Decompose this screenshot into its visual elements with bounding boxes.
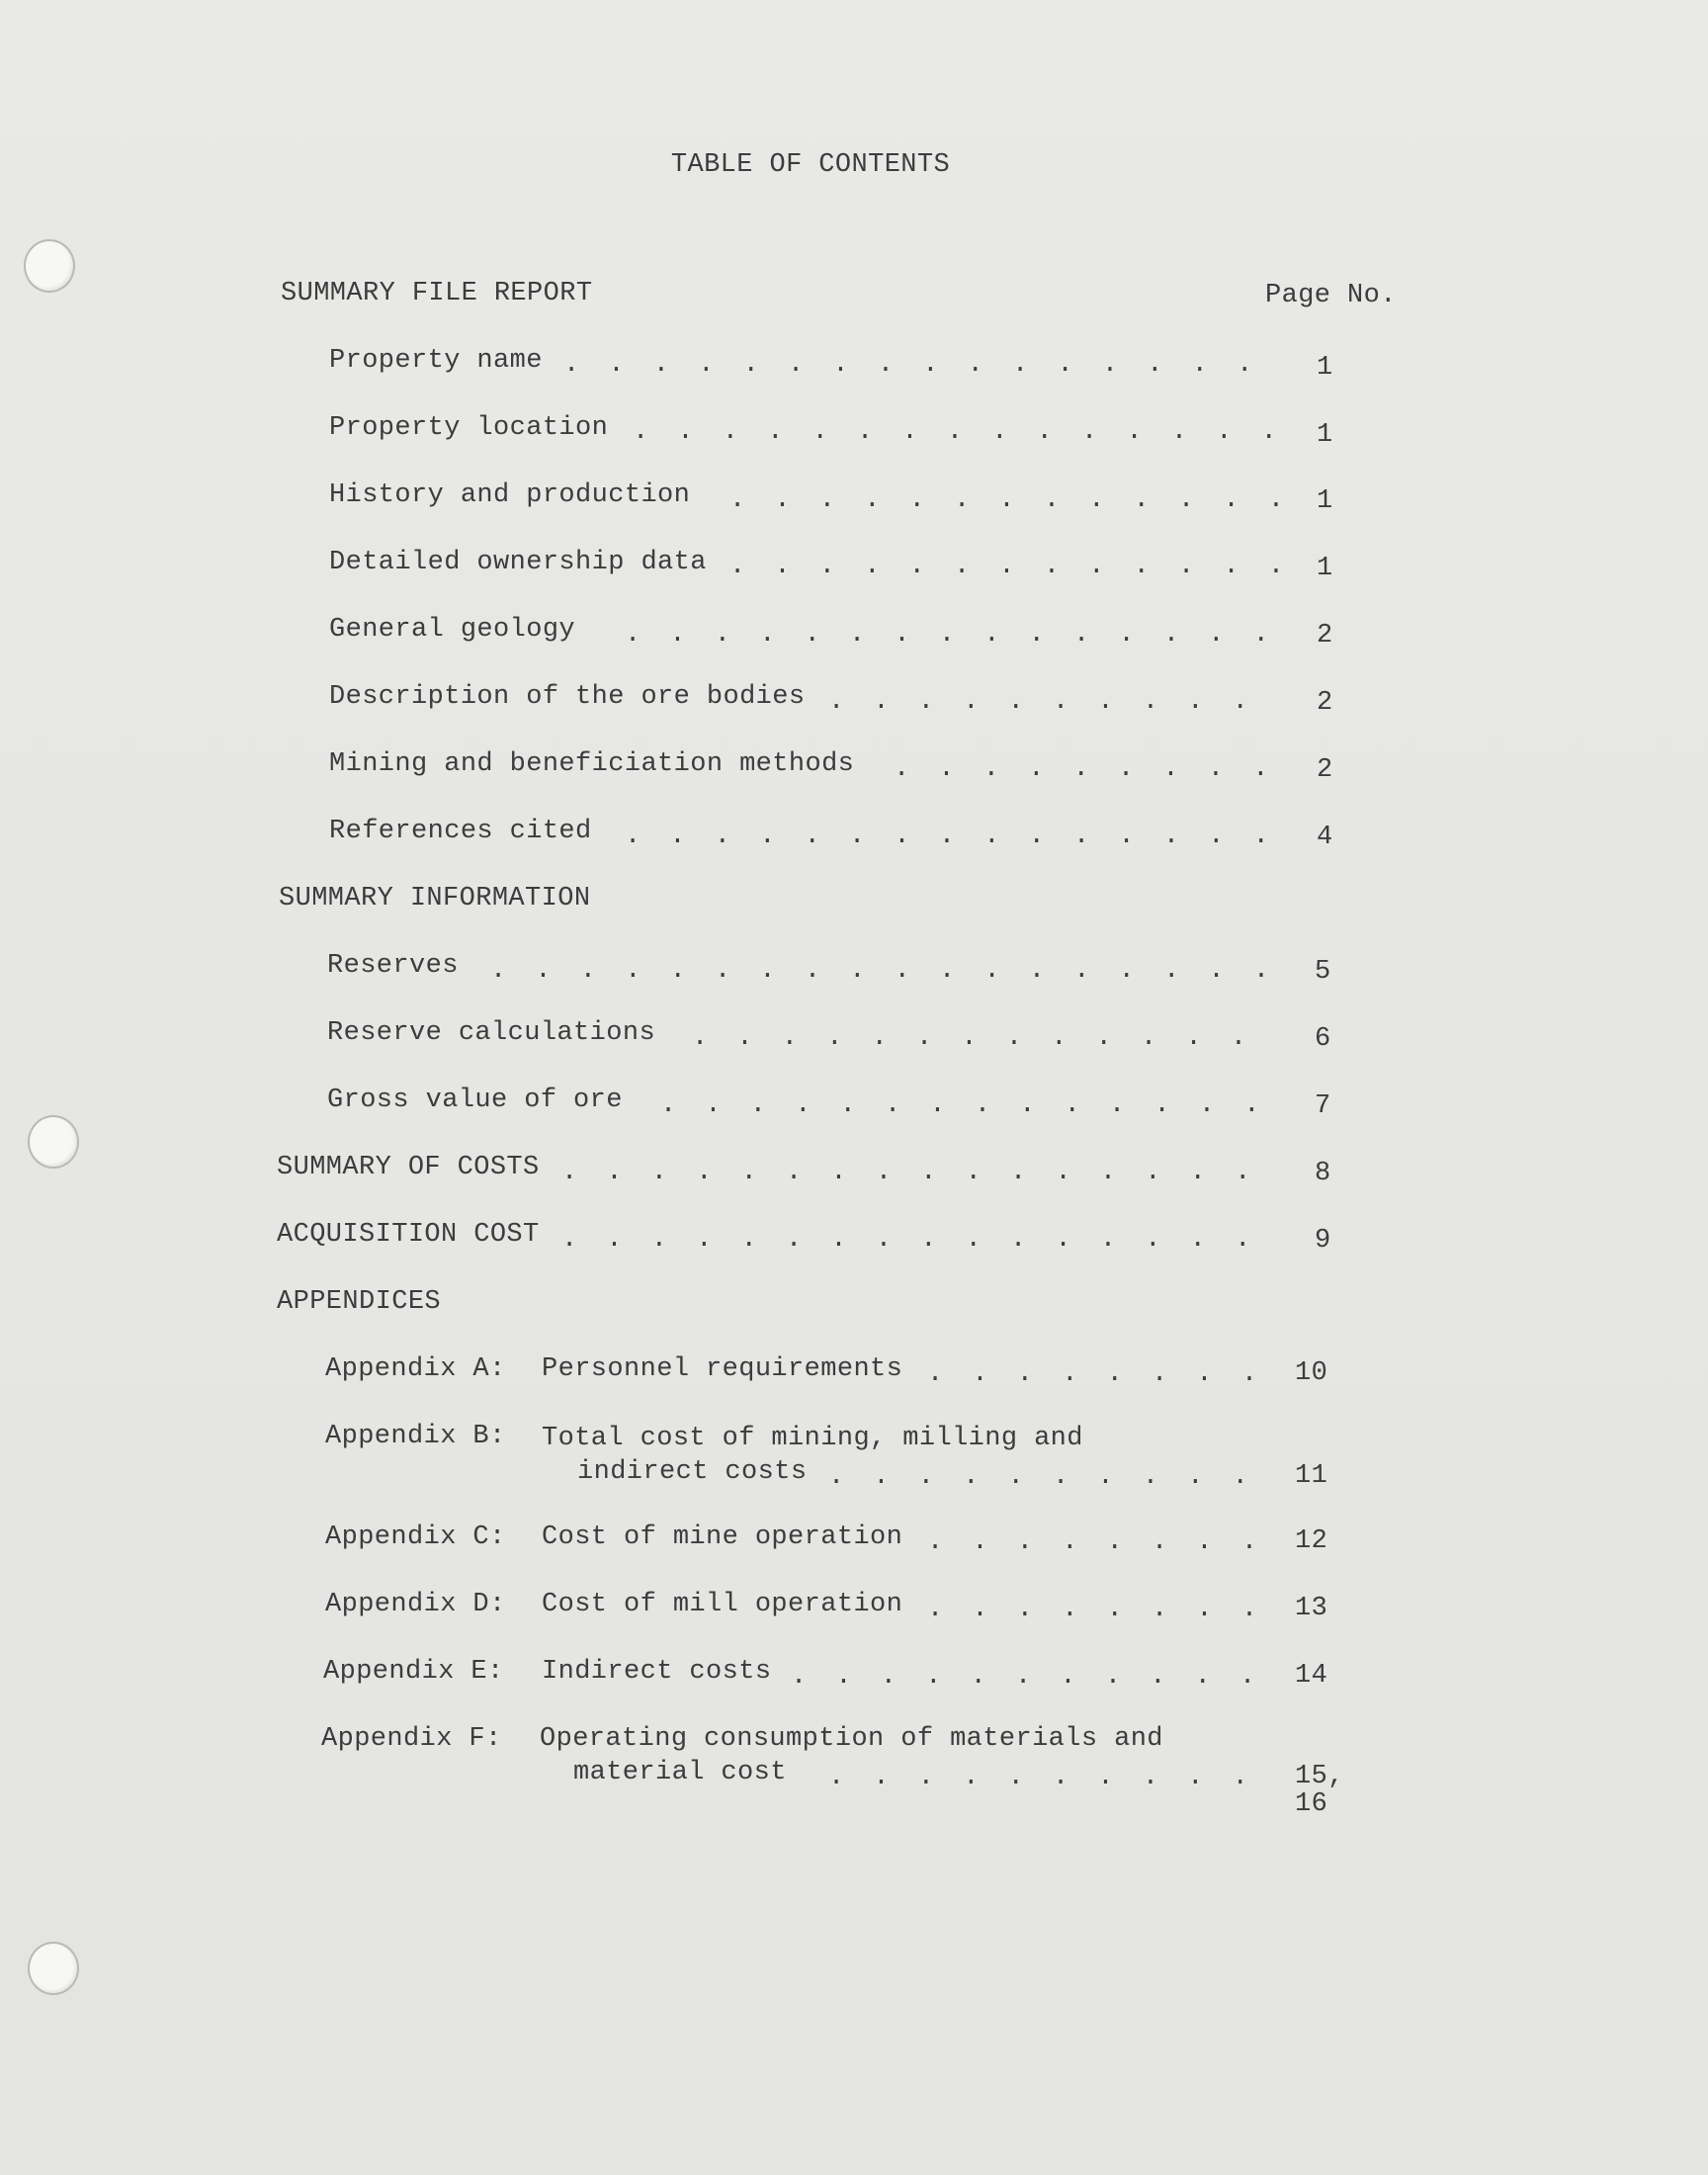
dot-leader <box>927 1357 1281 1391</box>
toc-entry-label: Property name <box>329 346 543 376</box>
appendix-title: Indirect costs <box>542 1657 772 1687</box>
toc-entry-label: Reserve calculations <box>327 1018 656 1048</box>
appendix-label: Appendix D: <box>325 1590 506 1619</box>
toc-entry-page: 13 <box>1295 1594 1328 1623</box>
section-heading: ACQUISITION COST <box>277 1220 540 1250</box>
toc-entry-label: Description of the ore bodies <box>329 682 806 712</box>
toc-entry-page: 1 <box>1317 486 1333 516</box>
toc-entry-label: Reserves <box>327 951 459 981</box>
page-title: TABLE OF CONTENTS <box>670 150 951 180</box>
dot-leader <box>828 1460 1281 1494</box>
toc-entry-label: General geology <box>329 615 576 645</box>
appendix-title-continued: indirect costs <box>577 1457 808 1487</box>
toc-entry-page: 2 <box>1317 621 1333 651</box>
toc-entry-page: 9 <box>1315 1226 1331 1256</box>
toc-entry-label: Detailed ownership data <box>329 548 707 577</box>
dot-leader <box>828 685 1283 719</box>
appendix-title: Cost of mill operation <box>542 1590 903 1619</box>
appendix-title: Total cost of mining, milling and <box>542 1424 1083 1453</box>
toc-entry-page: 15, <box>1295 1762 1344 1791</box>
toc-entry-page: 1 <box>1317 353 1333 383</box>
appendix-title: Personnel requirements <box>542 1354 903 1384</box>
dot-leader <box>729 550 1283 583</box>
appendix-title-continued: material cost <box>573 1758 787 1787</box>
toc-entry-page: 5 <box>1315 957 1331 987</box>
toc-entry-page: 8 <box>1315 1159 1331 1188</box>
dot-leader <box>927 1525 1281 1559</box>
dot-leader <box>561 1223 1281 1257</box>
appendix-label: Appendix C: <box>325 1522 506 1552</box>
toc-entry-page: 1 <box>1317 420 1333 450</box>
appendix-label: Appendix E: <box>323 1657 504 1687</box>
dot-leader <box>633 415 1283 449</box>
dot-leader <box>563 348 1283 382</box>
dot-leader <box>561 1156 1281 1189</box>
appendix-label: Appendix F: <box>321 1724 502 1754</box>
dot-leader <box>625 618 1283 652</box>
dot-leader <box>894 752 1283 786</box>
toc-entry-page: 14 <box>1295 1661 1328 1691</box>
binder-hole-middle <box>28 1115 79 1169</box>
dot-leader <box>791 1660 1281 1694</box>
toc-entry-page: 1 <box>1317 554 1333 583</box>
toc-entry-page: 12 <box>1295 1526 1328 1556</box>
toc-entry-label: History and production <box>329 480 691 510</box>
dot-leader <box>692 1021 1281 1055</box>
page-number-header: Page No. <box>1265 281 1397 310</box>
binder-hole-top <box>24 239 75 293</box>
dot-leader <box>927 1593 1281 1626</box>
section-heading: APPENDICES <box>277 1287 442 1317</box>
toc-entry-page: 6 <box>1315 1024 1331 1054</box>
appendix-title: Cost of mine operation <box>542 1522 903 1552</box>
appendix-title: Operating consumption of materials and <box>540 1724 1163 1754</box>
toc-entry-page: 4 <box>1317 823 1333 852</box>
toc-entry-page: 11 <box>1295 1461 1328 1491</box>
appendix-label: Appendix A: <box>325 1354 506 1384</box>
toc-entry-page: 10 <box>1295 1358 1328 1388</box>
dot-leader <box>729 483 1283 517</box>
toc-entry-page: 2 <box>1317 688 1333 718</box>
section-heading: SUMMARY FILE REPORT <box>281 279 593 308</box>
toc-entry-page-continued: 16 <box>1295 1789 1328 1819</box>
appendix-label: Appendix B: <box>325 1422 506 1451</box>
toc-entry-page: 2 <box>1317 755 1333 785</box>
toc-entry-label: Property location <box>329 413 609 443</box>
toc-entry-page: 7 <box>1315 1091 1331 1121</box>
section-heading: SUMMARY OF COSTS <box>277 1153 540 1182</box>
toc-entry-label: References cited <box>329 817 592 846</box>
dot-leader <box>828 1761 1281 1794</box>
binder-hole-bottom <box>28 1942 79 1995</box>
toc-entry-label: Mining and beneficiation methods <box>329 749 855 779</box>
dot-leader <box>660 1088 1281 1122</box>
dot-leader <box>490 954 1281 988</box>
toc-entry-label: Gross value of ore <box>327 1086 623 1115</box>
dot-leader <box>625 820 1283 853</box>
section-heading: SUMMARY INFORMATION <box>279 884 591 914</box>
